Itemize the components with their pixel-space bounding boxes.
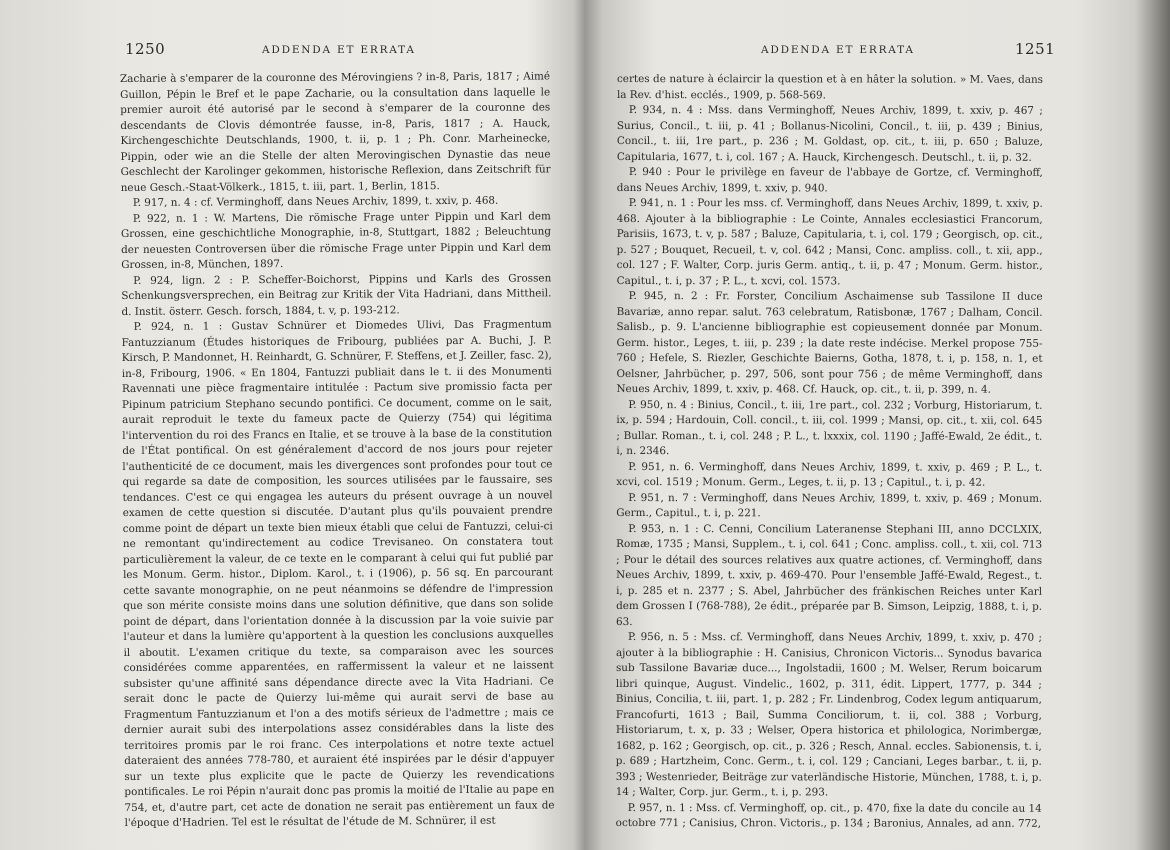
left-paragraph: P. 924, n. 1 : Gustav Schnürer et Diomedes Ulivi, Das Fragmentum Fantuzzianum (Études historiques de Fribourg, publiées par A. Buchi, J. P. Kirsch, P. Mandonnet, H. Reinhardt, G. Schnürer, F. Steffens, et J. Zeiller, fasc. 2), in-8, Fribourg, 1906. « En 1804, Fantuzzi publiait dans le t. ii des Monumenti Ravennati une pièce fragmentaire intitulée : Pactum sive promissio facta per Pipinum patricium Stephano secundo pontifici. Ce document, comme on le sait, aurait reproduit le texte du fameux pacte de Quierzy (754) qui légitima l'intervention du roi des Francs en Italie, et se trouve à la base de la constitution de l'État pontifical. On est généralement d'accord de nos jours pour rejeter l'authenticité de ce document, mais les divergences sont profondes pour tout ce qui regarde sa date de composition, les sources utilisées par le faussaire, ses tendances. C'est ce qui engagea les auteurs du présent ouvrage à un nouvel examen de cette question si discutée. D'autant plus qu'ils pouvaient prendre comme point de départ un texte bien mieux établi que celui de Fantuzzi, celui-ci ne remontant qu'indirectement au codice Trevisaneo. On constatera tout particulièrement la valeur, de ce texte en le comparant à celui qui fut publié par les Monum. Germ. histor., Diplom. Karol., t. i (1906), p. 56 sq. En parcourant cette savante monographie, on ne peut néanmoins se défendre de l'impression que son mérite consiste moins dans une solution définitive, que dans son solide point de départ, dans l'orientation donnée à la discussion par la voie suivie par l'auteur et dans la lumière qu'apportent à la question les conclusions auxquelles il aboutit. L'examen critique du texte, sa comparaison avec les sources considérées comme apparentées, en raffermissent la valeur et ne laissent subsister qu'une affinité sans dépendance directe avec la Vita Hadriani. Ce serait donc le pacte de Quierzy lui-même qui aurait servi de base au Fragmentum Fantuzzianum et l'on a des motifs sérieux de l'admettre ; mais ce dernier aurait subi des interpolations assez considérables dans la liste des territoires promis par le roi franc. Ces interpolations et notre texte actuel dateraient des années 778-780, et auraient été inspirées par le désir d'appuyer sur un texte plus explicite que le pacte de Quierzy les revendications pontificales. Le roi Pépin n'aurait donc pas promis la moitié de l'Italie au pape en 754, et, d'autre part, cet acte de donation ne serait pas entièrement un faux de l'époque d'Hadrien. Tel est le résultat de l'étude de M. Schnürer, il est bbox=[121, 318, 555, 829]
right-paragraph: P. 956, n. 5 : Mss. cf. Verminghoff, dans Neues Archiv, 1899, t. xxiv, p. 470 ; ajouter à la bibliographie : H. Canisius, Chronicon Victoris... Synodus bavarica sub Tassilone Bavariæ duce..., Ingolstadii, 1600 ; M. Welser, Rerum boicarum libri quinque, August. Vindelic., 1602, p. 311, édit. Lippert, 1777, p. 344 ; Binius, Concilia, t. iii, part. 1, p. 282 ; Fr. Lindenbrog, Codex legum antiquarum, Francofurti, 1613 ; Bail, Summa Conciliorum, t. ii, col. 388 ; Vorburg, Historiarum, t. x, p. 33 ; Welser, Opera historica et philologica, Norimbergæ, 1682, p. 162 ; Georgisch, op. cit., p. 326 ; Resch, Annal. eccles. Sabionensis, t. i, p. 689 ; Hartzheim, Conc. Germ., t. i, col. 129 ; Canciani, Leges barbar., t. ii, p. 393 ; Westenrieder, Beiträge zur vaterländische Historie, München, 1788, t. i, p. 14 ; Walter, Corp. jur. Germ., t. i, p. 293. bbox=[615, 631, 1043, 799]
right-paragraph: P. 957, n. 1 : Mss. cf. Verminghoff, op. cit., p. 470, fixe la date du concile au 14 octobre 771 ; Canisius, Chron. Victoris., p. 134 ; Baronius, Annales, ad ann. 772, bbox=[615, 801, 1042, 830]
left-page-number: 1250 bbox=[125, 40, 166, 58]
right-page-number: 1251 bbox=[1015, 40, 1056, 58]
right-page bbox=[585, 0, 1170, 850]
right-paragraph: P. 941, n. 1 : Pour les mss. cf. Verminghoff, dans Neues Archiv, 1899, t. xxiv, p. 468. Ajouter à la bibliographie : Le Cointe, Annales ecclesiastici Francorum, Parisiis, 1673, t. v, p. 587 ; Baluze, Capitularia, t. i, col. 179 ; Georgisch, op. cit., p. 527 ; Bouquet, Recueil, t. v, col. 642 ; Mansi, Conc. ampliss. coll., t. xii, app., col. 127 ; F. Walter, Corp. juris Germ. antiq., t. ii, p. 47 ; Monum. Germ. histor., Capitul., t. i, p. 37 ; P. L., t. xcvi, col. 1573. bbox=[616, 197, 1043, 287]
left-paragraph: P. 924, lign. 2 : P. Scheffer-Boichorst, Pippins und Karls des Grossen Schenkungsversprechen, ein Beitrag zur Kritik der Vita Hadriani, dans Mittheil. d. Instit. österr. Gesch. forsch, 1884, t. v, p. 193-212. bbox=[121, 271, 552, 318]
right-paragraph: P. 945, n. 2 : Fr. Forster, Concilium Aschaimense sub Tassilone II duce Bavariæ, anno repar. salut. 763 celebratum, Ratisbonæ, 1767 ; Dalham, Concil. Salisb., p. 9. L'ancienne bibliographie est copieusement donnée par Monum. Germ. histor., Leges, t. iii, p. 239 ; la date reste indécise. Merkel propose 755-760 ; Hefele, S. Riezler, Geschichte Baierns, Gotha, 1878, t. i, p. 158, n. 1, et Oelsner, Jahrbücher, p. 297, 506, sont pour 756 ; de même Verminghoff, dans Neues Archiv, 1899, t. xxiv, p. 468. Cf. Hauck, op. cit., t. ii, p. 399, n. 4. bbox=[616, 290, 1043, 396]
left-running-head: ADDENDA ET ERRATA bbox=[262, 44, 416, 56]
left-page-body bbox=[120, 69, 555, 831]
right-page-header bbox=[585, 40, 1170, 64]
left-paragraph: P. 922, n. 1 : W. Martens, Die römische Frage unter Pippin und Karl dem Grossen, eine geschichtliche Monographie, in-8, Stuttgart, 1882 ; Beleuchtung der neuesten Controversen über die römische Frage unter Pippin und Karl dem Grossen, in-8, München, 1897. bbox=[120, 209, 552, 271]
right-paragraph: P. 953, n. 1 : C. Cenni, Concilium Lateranense Stephani III, anno DCCLXIX, Romæ, 1735 ; Mansi, Supplem., t. i, col. 641 ; Conc. ampliss. coll., t. xii, col. 713 ; Pour le détail des sources relatives aux quatre actiones, cf. Verminghoff, dans Neues Archiv, 1899, t. xxiv, p. 469-470. Pour l'ensemble Jaffé-Ewald, Regest., t. i, p. 285 et n. 2377 ; S. Abel, Jahrbücher des fränkischen Reiches unter Karl dem Grossen I (768-788), 2e édit., préparée par B. Simson, Leipzig, 1888, t. i, p. 63. bbox=[616, 522, 1043, 628]
right-paragraph: P. 951, n. 6. Verminghoff, dans Neues Archiv, 1899, t. xxiv, p. 469 ; P. L., t. xcvi, col. 1519 ; Monum. Germ., Leges, t. ii, p. 13 ; Capitul., t. i, p. 42. bbox=[616, 460, 1043, 489]
right-paragraph: P. 950, n. 4 : Binius, Concil., t. iii, 1re part., col. 232 ; Vorburg, Historiarum, t. ix, p. 594 ; Hardouin, Coll. concil., t. iii, col. 1999 ; Mansi, op. cit., t. xii, col. 645 ; Bullar. Roman., t. i, col. 248 ; P. L., t. lxxxix, col. 1190 ; Jaffé-Ewald, 2e édit., t. i, n. 2346. bbox=[616, 398, 1043, 458]
left-page-header bbox=[0, 40, 585, 64]
right-page-body bbox=[616, 72, 1043, 832]
right-paragraph: certes de nature à éclaircir la question et à en hâter la solution. » M. Vaes, dans la Rev. d'hist. ecclés., 1909, p. 568-569. bbox=[616, 73, 1043, 101]
right-paragraph: P. 940 : Pour le privilège en faveur de l'abbaye de Gortze, cf. Verminghoff, dans Neues Archiv, 1899, t. xxiv, p. 940. bbox=[616, 166, 1043, 194]
right-paragraph: P. 951, n. 7 : Verminghoff, dans Neues Archiv, 1899, t. xxiv, p. 469 ; Monum. Germ., Capitul., t. i, p. 221. bbox=[616, 491, 1043, 520]
left-paragraph: P. 917, n. 4 : cf. Verminghoff, dans Neues Archiv, 1899, t. xxiv, p. 468. bbox=[132, 194, 499, 209]
left-paragraph: Zacharie à s'emparer de la couronne des Mérovingiens ? in-8, Paris, 1817 ; Aimé Guillon, Pépin le Bref et le pape Zacharie, ou la consultation dans laquelle le premier auroit été autorisé par le second à s'emparer de la couronne des descendants de Clovis démontrée fausse, in-8, Paris, 1817 ; A. Hauck, Kirchengeschichte Deutschlands, 1900, t. ii, p. 1 ; Ph. Conr. Marheinecke, Pippin, oder wie an die Stelle der alten Merovingischen Dynastie das neue Geschlecht der Karolinger gekommen, historische Reflexion, dans Zeitschrift für neue Gesch.-Staat-Völkerk., 1815, t. iii, part. 1, Berlin, 1815. bbox=[120, 70, 551, 194]
right-paragraph: P. 934, n. 4 : Mss. dans Verminghoff, Neues Archiv, 1899, t. xxiv, p. 467 ; Surius, Concil., t. iii, p. 41 ; Bollanus-Nicolini, Concil., t. iii, p. 439 ; Binius, Concil., t. iii, 1re part., p. 236 ; M. Goldast, op. cit., t. iii, p. 650 ; Baluze, Capitularia, 1677, t. i, col. 167 ; A. Hauck, Kirchengesch. Deutschl., t. ii, p. 32. bbox=[616, 104, 1043, 164]
right-running-head: ADDENDA ET ERRATA bbox=[761, 44, 915, 56]
